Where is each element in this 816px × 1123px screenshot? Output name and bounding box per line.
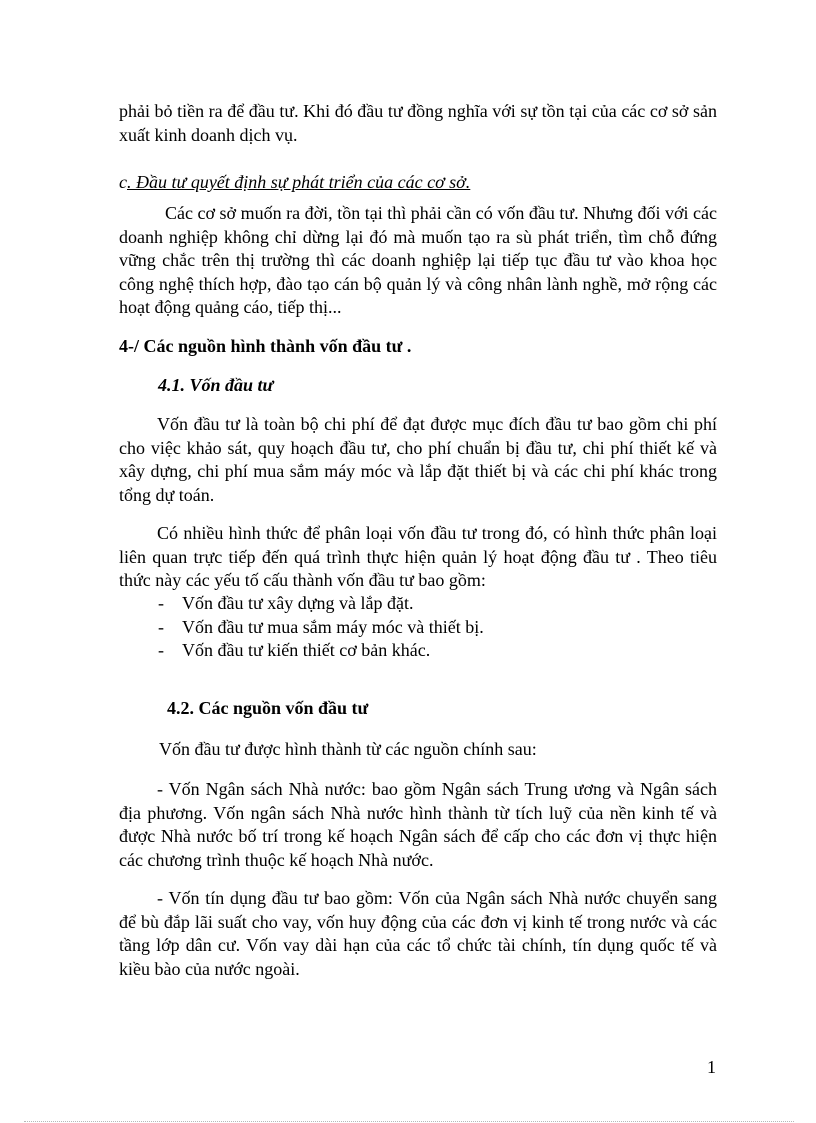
paragraph-4-1-b: Có nhiều hình thức để phân loại vốn đầu tư trong đó, có hình thức phân loại liên quan trực tiếp đến quá trình thực hiện quản lý hoạt động đầu tư . Theo tiêu thức này các yếu tố cấu thành vốn đầu tư bao gồm: bbox=[119, 523, 717, 590]
paragraph-4-2-b: - Vốn tín dụng đầu tư bao gồm: Vốn của Ngân sách Nhà nước chuyển sang để bù đắp lãi suất cho vay, vốn huy động của các đơn vị kinh tế trong nước và các tầng lớp dân cư. Vốn vay dài hạn của các tổ chức tài chính, tín dụng quốc tế và kiều bào của nước ngoài. bbox=[119, 888, 717, 979]
section-heading-4-1: 4.1. Vốn đầu tư bbox=[158, 375, 274, 395]
paragraph-4-2-intro: Vốn đầu tư được hình thành từ các nguồn chính sau: bbox=[159, 739, 537, 759]
page-number: 1 bbox=[707, 1057, 716, 1077]
bullet-list bbox=[158, 592, 484, 663]
bullet-marker: - bbox=[158, 593, 164, 613]
paragraph-c: Các cơ sở muốn ra đời, tồn tại thì phải cần có vốn đầu tư. Nhưng đối với các doanh nghiệp không chỉ dừng lại đó mà muốn tạo ra sù phát triển, tìm chỗ đứng vững chắc trên thị trường thì các doanh nghiệp lại tiếp tục đầu tư vào khoa học công nghệ thích hợp, đào tạo cán bộ quản lý và công nhân lành nghề, mở rộng các hoạt động quảng cáo, tiếp thị... bbox=[119, 203, 717, 317]
section-heading-4-2: 4.2. Các nguồn vốn đầu tư bbox=[167, 698, 369, 718]
paragraph-4-1-a: Vốn đầu tư là toàn bộ chi phí để đạt được mục đích đầu tư bao gồm chi phí cho việc khảo sát, quy hoạch đầu tư, cho phí chuẩn bị đầu tư, chi phí thiết kế và xây dựng, chi phí mua sắm máy móc và lắp đặt thiết bị và các chi phí khác trong tổng dự toán. bbox=[119, 414, 717, 505]
page-bottom-divider bbox=[24, 1121, 794, 1122]
list-item-text: Vốn đầu tư mua sắm máy móc và thiết bị. bbox=[182, 616, 484, 637]
list-item bbox=[158, 616, 484, 640]
list-item-text: Vốn đầu tư kiến thiết cơ bản khác. bbox=[182, 640, 431, 660]
section-heading-c-text: . Đầu tư quyết định sự phát triển của các cơ sở. bbox=[127, 172, 471, 192]
list-item bbox=[158, 639, 484, 663]
bullet-marker: - bbox=[158, 616, 164, 637]
section-heading-c-prefix: c bbox=[119, 172, 127, 192]
list-item bbox=[158, 592, 484, 616]
list-item-text: Vốn đầu tư xây dựng và lắp đặt. bbox=[182, 593, 414, 613]
paragraph-top: phải bỏ tiền ra để đầu tư. Khi đó đầu tư đồng nghĩa với sự tồn tại của các cơ sở sản xuất kinh doanh dịch vụ. bbox=[119, 101, 717, 145]
paragraph-4-2-a: - Vốn Ngân sách Nhà nước: bao gồm Ngân sách Trung ương và Ngân sách địa phương. Vốn ngân sách Nhà nước hình thành từ tích luỹ của nền kinh tế và được Nhà nước bố trí trong kế hoạch Ngân sách để cấp cho các đơn vị thực hiện các chương trình thuộc kế hoạch Nhà nước. bbox=[119, 779, 717, 870]
bullet-marker: - bbox=[158, 640, 164, 660]
section-heading-4: 4-/ Các nguồn hình thành vốn đầu tư . bbox=[119, 336, 412, 356]
section-heading-c bbox=[119, 171, 470, 194]
